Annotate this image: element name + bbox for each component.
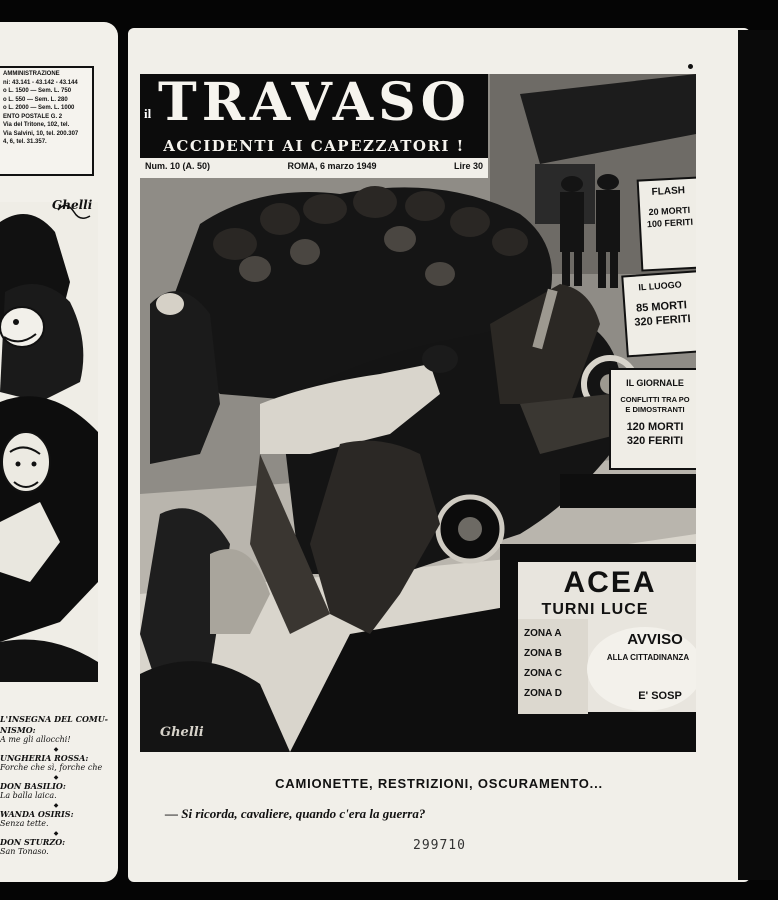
caption-item: [0, 809, 112, 830]
billboard-zone: ZONA C: [524, 668, 562, 679]
caption-head: DON BASILIO:: [0, 780, 66, 791]
acea-billboard: [500, 544, 696, 752]
archive-number: 299710: [413, 838, 466, 853]
poster-text: IL GIORNALE: [626, 378, 684, 388]
poster-text: 120 MORTI: [626, 421, 684, 433]
admin-line: o L. 1500 — Sem. L. 750: [3, 88, 72, 94]
billboard-heading: TURNI LUCE: [541, 601, 649, 618]
caption-line: La balla laica.: [0, 791, 57, 800]
admin-line: Via del Tritone, 102, tel.: [3, 122, 70, 128]
poster-text: 320 FERITI: [626, 435, 684, 447]
poster-text: 85 MORTI: [635, 299, 688, 315]
poster-text: 100 FERITI: [646, 216, 694, 230]
poster-text: E DIMOSTRANTI: [625, 405, 685, 414]
masthead-title: TRAVASO: [158, 72, 471, 133]
poster-text: IL LUOGO: [638, 279, 683, 293]
caption-item: [0, 837, 112, 858]
diamond-separator-icon: ◆: [53, 801, 59, 809]
issue-number: Num. 10 (A. 50): [145, 161, 211, 171]
billboard-zone: ZONA D: [524, 688, 562, 699]
billboard-notice-sub: ALLA CITTADINANZA: [606, 653, 690, 662]
admin-line: ni: 43.141 - 43.142 - 43.144: [3, 79, 78, 86]
page-edge-shadow: [738, 30, 778, 880]
diamond-separator-icon: ◆: [53, 773, 59, 781]
caption-head: WANDA OSIRIS:: [0, 808, 74, 819]
caption-head: NISMO:: [0, 724, 36, 735]
admin-line: 4, 6, tel. 31.357.: [3, 139, 47, 145]
poster-text: FLASH: [651, 185, 686, 198]
poster-text: 320 FERITI: [634, 312, 691, 329]
billboard-zone: ZONA A: [524, 628, 562, 639]
left-captions: [0, 714, 112, 859]
diamond-separator-icon: ◆: [53, 829, 59, 837]
billboard-notice-end: E' SOSP: [638, 690, 682, 702]
caption-item: [0, 781, 112, 802]
admin-line: o L. 2000 — Sem. L. 1000: [3, 105, 75, 111]
left-page: [0, 22, 118, 882]
masthead: [140, 74, 488, 134]
caption-head: DON STURZO:: [0, 836, 66, 847]
caption-head: UNGHERIA ROSSA:: [0, 752, 89, 763]
masthead-prefix: il: [144, 106, 152, 121]
admin-line: ENTO POSTALE G. 2: [3, 113, 63, 120]
billboard-notice: AVVISO: [627, 631, 683, 648]
price: Lire 30: [453, 161, 483, 171]
billboard-brand: ACEA: [563, 566, 657, 599]
cover-signature: Ghelli: [160, 725, 204, 740]
caption-item: [0, 753, 112, 774]
cover-headline: CAMIONETTE, RESTRIZIONI, OSCURAMENTO...: [275, 776, 603, 791]
issue-line: [145, 161, 483, 175]
cover-dialogue: — Si ricorda, cavaliere, quando c'era la guerra?: [165, 806, 426, 821]
caption-line: San Tonaso.: [0, 847, 49, 856]
caption-head: L'INSEGNA DEL COMU-: [0, 714, 108, 724]
billboard-zone: ZONA B: [524, 648, 562, 659]
admin-line: Via Salvini, 10, tel. 200.307: [3, 130, 79, 137]
caption-item: [0, 714, 112, 746]
caption-line: Senza tette.: [0, 819, 49, 828]
admin-line: o L. 550 — Sem. L. 280: [3, 96, 68, 103]
admin-line: AMMINISTRAZIONE: [3, 71, 60, 77]
dateline: ROMA, 6 marzo 1949: [287, 161, 377, 171]
left-cartoon-illustration: [0, 202, 98, 682]
administration-box: [0, 66, 94, 176]
caption-line: Forche che sì, forche che: [0, 763, 103, 772]
poster-text: CONFLITTI TRA PO: [620, 395, 690, 404]
diamond-separator-icon: ◆: [53, 745, 59, 753]
caption-line: A me gli allocchi!: [0, 735, 71, 744]
poster-text: 20 MORTI: [648, 204, 691, 218]
masthead-subtitle: ACCIDENTI AI CAPEZZATORI !: [140, 134, 488, 158]
page-dot: [688, 64, 693, 69]
left-signature: Ghelli: [52, 198, 93, 212]
